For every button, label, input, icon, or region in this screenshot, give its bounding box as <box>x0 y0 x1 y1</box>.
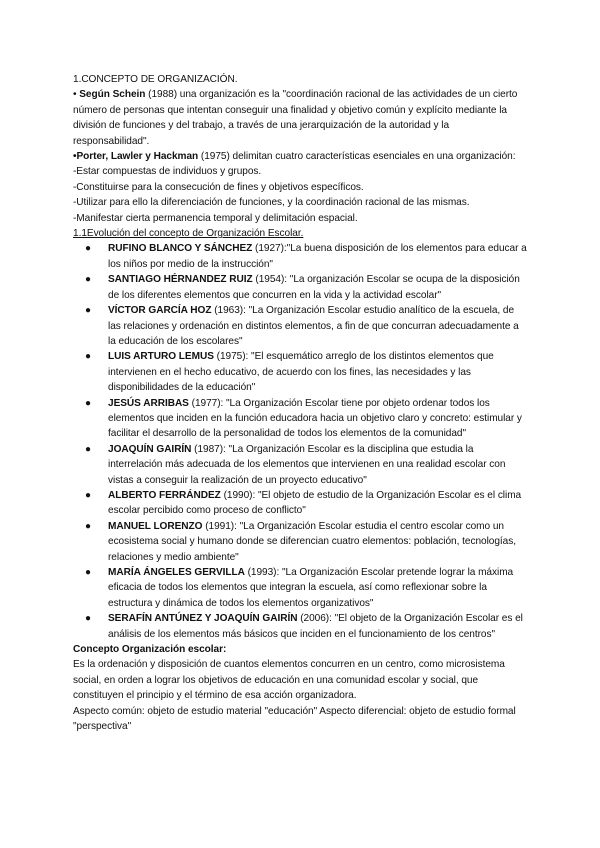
schein-definition: • Según Schein (1988) una organización es la "coordinación racional de las actividades de un cierto número de personas que intentan conseguir una finalidad y objetivo común y explícito mediante la división de funciones y del trabajo, a través de una jerarquización de la autoridad y la responsabilidad". <box>73 89 518 147</box>
schein-author: Según Schein <box>79 89 146 101</box>
bullet-icon: ● <box>85 397 91 409</box>
list-item <box>85 519 528 565</box>
list-item <box>85 565 528 611</box>
document-page <box>73 72 528 734</box>
bullet-icon: ● <box>85 243 91 255</box>
author-definition: (2006): "El objeto de la Organización Escolar es el análisis de los elementos más básicos que inciden en el funcionamiento de los centros" <box>108 613 523 640</box>
author-name: JOAQUÍN GAIRÍN <box>108 443 192 455</box>
list-item <box>85 396 528 442</box>
author-name: VÍCTOR GARCÍA HOZ <box>108 305 212 317</box>
list-item <box>85 611 528 642</box>
author-name: RUFINO BLANCO Y SÁNCHEZ <box>108 243 253 255</box>
bullet-icon: ● <box>85 443 91 455</box>
author-definition: (1954): "La organización Escolar se ocupa de la disposición de los diferentes elementos que concurren en la vida y la actividad escolar" <box>108 274 520 301</box>
bullet-icon: ● <box>85 305 91 317</box>
characteristic-item: -Constituirse para la consecución de fines y objetivos específicos. <box>73 181 364 193</box>
author-definition: (1991): "La Organización Escolar estudia el centro escolar como un ecosistema social y humano donde se diferencian cuatro elementos: población, tecnologías, relaciones y medio ambiente" <box>108 520 516 563</box>
list-item <box>85 349 528 395</box>
porter-year: (1975) <box>198 151 230 163</box>
porter-text: delimitan cuatro características esenciales en una organización: <box>229 151 516 163</box>
porter-author: •Porter, Lawler y Hackman <box>73 151 199 163</box>
author-name: SANTIAGO HÉRNANDEZ RUIZ <box>108 274 253 286</box>
bullet-icon: ● <box>85 351 91 363</box>
author-definition: (1993): "La Organización Escolar pretende lograr la máxima eficacia de todos los elementos que integran la escuela, así como reflexionar sobre la estructura y dinámica de todos los elementos organizativos" <box>108 567 514 609</box>
author-name: LUIS ARTURO LEMUS <box>108 351 214 363</box>
schein-text: una organización es la "coordinación racional de las actividades de un cierto número de personas que intentan conseguir una finalidad y objetivo común y explícito mediante la división de funciones y del trabajo, a través de una jerarquización de la autoridad y la responsabilidad". <box>73 89 518 147</box>
author-name: MARÍA ÁNGELES GERVILLA <box>108 567 245 578</box>
porter-definition <box>73 149 528 164</box>
list-item <box>85 442 528 488</box>
author-definition: (1975): "El esquemático arreglo de los distintos elementos que intervienen en el hecho educativo, de acuerdo con los fines, las necesidades y las disponibilidades de la educación" <box>108 351 494 394</box>
author-name: MANUEL LORENZO <box>108 520 203 532</box>
list-item <box>85 272 528 303</box>
author-definitions-list <box>73 241 528 642</box>
author-name: SERAFÍN ANTÚNEZ Y JOAQUÍN GAIRÍN <box>108 613 298 625</box>
bullet-icon: ● <box>85 613 91 625</box>
list-item <box>85 241 528 272</box>
characteristic-item: -Estar compuestas de individuos y grupos. <box>73 166 262 178</box>
schein-year: (1988) <box>145 89 178 101</box>
concept-definition: Es la ordenación y disposición de cuantos elementos concurren en un centro, como microsistema social, en orden a lograr los objetivos de educación en una comunidad escolar y social, que constituyen el principio y el término de esa acción organizadora. <box>73 659 505 702</box>
author-name: JESÚS ARRIBAS <box>108 397 189 409</box>
subsection-title: 1.1Evolución del concepto de Organización Escolar. <box>73 228 304 240</box>
aspect-line: Aspecto común: objeto de estudio material "educación" Aspecto diferencial: objeto de estudio formal <box>73 705 516 717</box>
bullet-icon: ● <box>85 489 91 501</box>
list-item <box>85 488 528 519</box>
author-definition: (1990): "El objeto de estudio de la Organización Escolar es el clima escolar percibido como proceso de conflicto" <box>108 489 522 517</box>
concept-heading: Concepto Organización escolar: <box>73 644 227 656</box>
author-definition: (1927):"La buena disposición de los elementos para educar a los niños por medio de la instrucción" <box>108 243 527 270</box>
characteristic-item: -Manifestar cierta permanencia temporal y delimitación espacial. <box>73 212 358 224</box>
author-definition: (1987): "La Organización Escolar es la disciplina que estudia la interrelación más adecuada de los elementos que intervienen en una realidad escolar con vistas a conseguir la realización de un proyecto educativo" <box>108 443 506 486</box>
characteristic-item: -Utilizar para ello la diferenciación de funciones, y la coordinación racional de las mismas. <box>73 197 470 209</box>
bullet-icon: ● <box>85 567 91 578</box>
bullet-icon: ● <box>85 520 91 532</box>
author-name: ALBERTO FERRÁNDEZ <box>108 489 221 501</box>
bullet-icon: ● <box>85 274 91 286</box>
perspective-line: "perspectiva" <box>73 721 132 733</box>
list-item <box>85 303 528 349</box>
section-title: 1.CONCEPTO DE ORGANIZACIÓN. <box>73 74 238 85</box>
author-definition: (1963): "La Organización Escolar estudio analítico de la escuela, de las relaciones y ordenación en distintos elementos, a fin de que concurran adecuadamente a la educación de los escolares" <box>108 305 519 347</box>
author-definition: (1977): "La Organización Escolar tiene por objeto ordenar todos los elementos que inciden en la función educadora hacia un objetivo claro y concreto: estimular y facilitar el desarrollo de la personalidad de todos los elementos de la comunidad" <box>108 397 522 440</box>
